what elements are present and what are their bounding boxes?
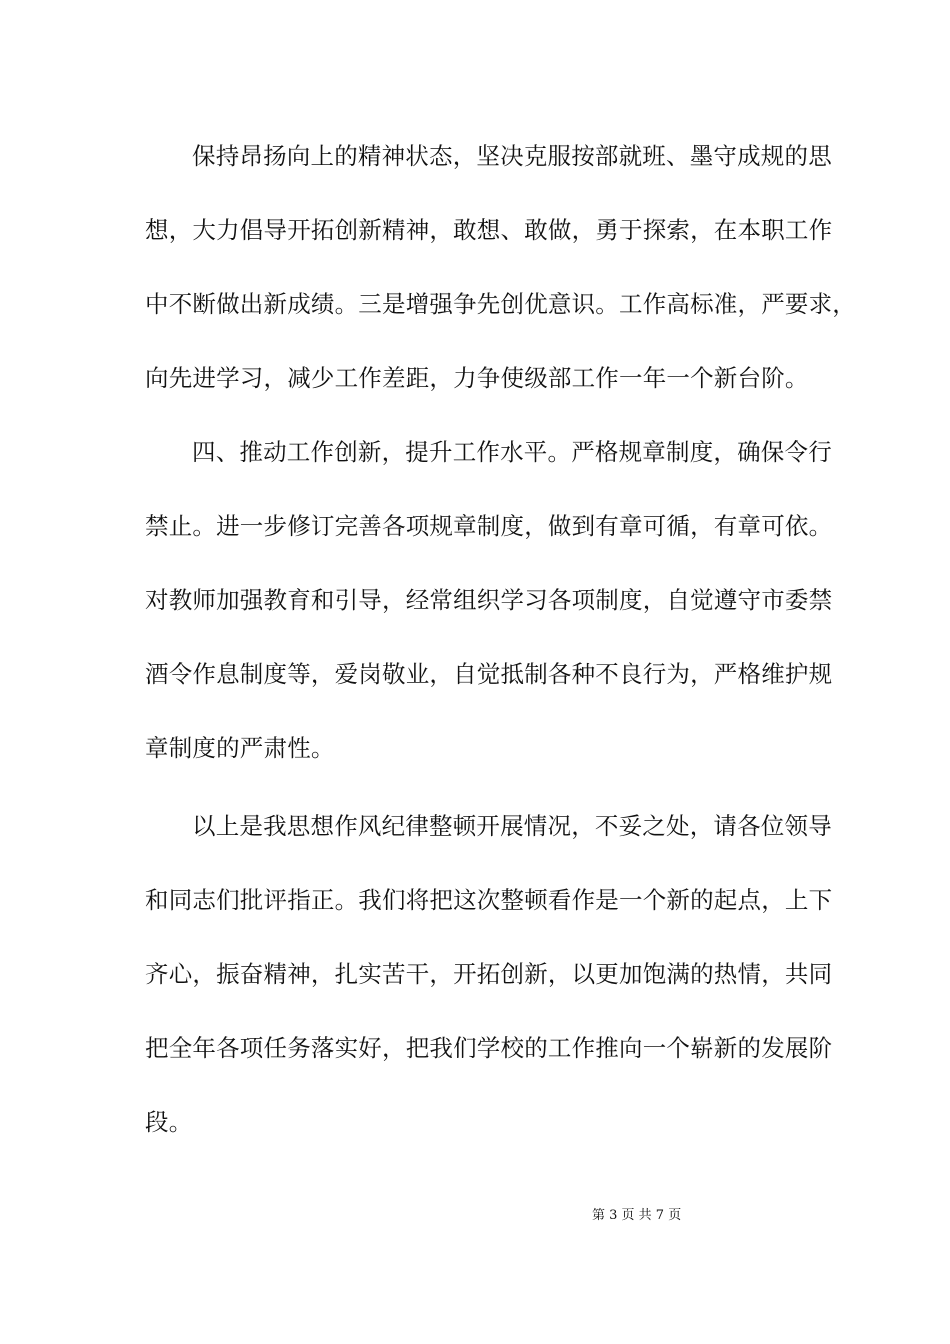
paragraph-line: 段。 xyxy=(145,1108,193,1136)
page-number-footer: 第 3 页 共 7 页 xyxy=(592,1208,682,1223)
paragraph-line: 禁止。进一步修订完善各项规章制度，做到有章可循，有章可依。 xyxy=(145,512,833,540)
paragraph-line: 四、推动工作创新，提升工作水平。严格规章制度，确保令行 xyxy=(192,438,832,466)
paragraph-line: 向先进学习，减少工作差距，力争使级部工作一年一个新台阶。 xyxy=(145,364,809,392)
paragraph-line: 酒令作息制度等，爱岗敬业，自觉抵制各种不良行为，严格维护规 xyxy=(145,660,833,688)
paragraph-line: 想，大力倡导开拓创新精神，敢想、敢做，勇于探索，在本职工作 xyxy=(145,216,833,244)
paragraph-line: 以上是我思想作风纪律整顿开展情况，不妥之处，请各位领导 xyxy=(192,812,832,840)
paragraph-line: 把全年各项任务落实好，把我们学校的工作推向一个崭新的发展阶 xyxy=(145,1034,833,1062)
paragraph-line: 中不断做出新成绩。三是增强争先创优意识。工作高标准，严要求， xyxy=(145,290,856,318)
paragraph-line: 齐心，振奋精神，扎实苦干，开拓创新，以更加饱满的热情，共同 xyxy=(145,960,833,988)
paragraph-line: 和同志们批评指正。我们将把这次整顿看作是一个新的起点，上下 xyxy=(145,886,833,914)
paragraph-line: 保持昂扬向上的精神状态，坚决克服按部就班、墨守成规的思 xyxy=(192,142,832,170)
paragraph-line: 对教师加强教育和引导，经常组织学习各项制度，自觉遵守市委禁 xyxy=(145,586,833,614)
paragraph-line: 章制度的严肃性。 xyxy=(145,734,335,762)
